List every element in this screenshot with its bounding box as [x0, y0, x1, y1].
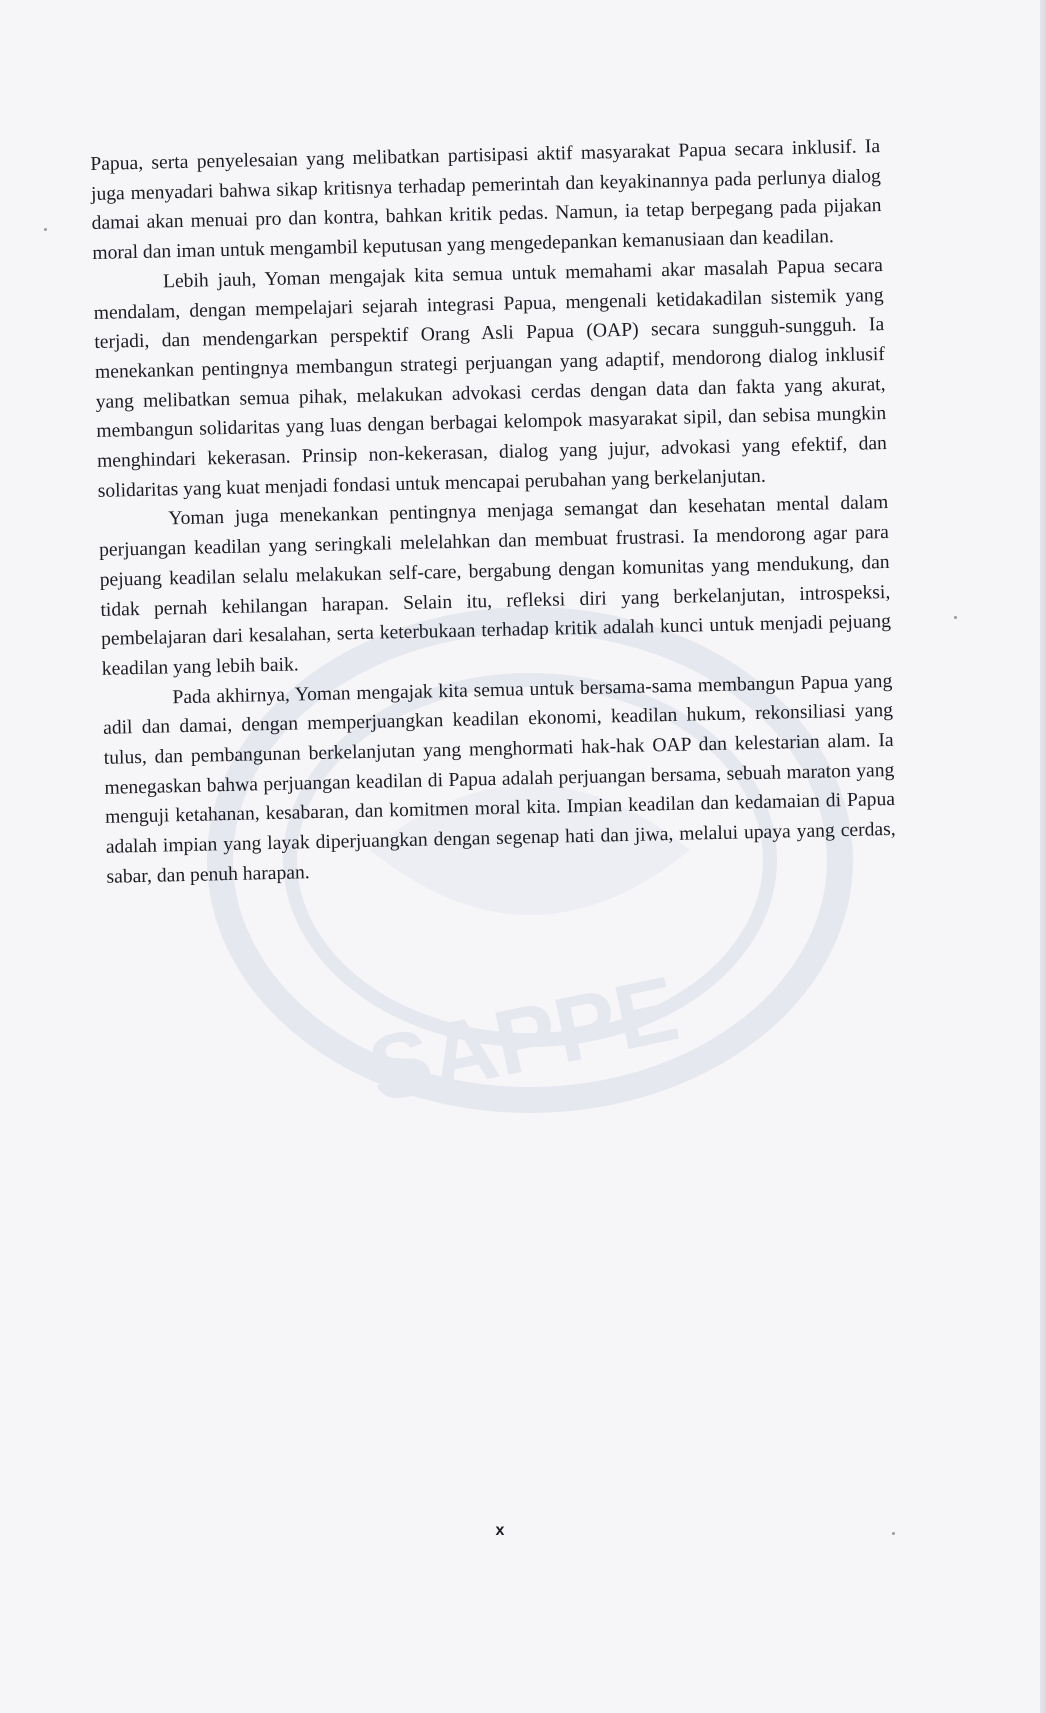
paragraph-1: Papua, serta penyelesaian yang melibatkan partisipasi aktif masyarakat Papua secara inklusif. Ia juga menyadari bahwa sikap kritisnya terhadap pemerintah dan keyakinannya pada perlunya dialog damai akan menuai pro dan kontra, bahkan kritik pedas. Namun, ia tetap berpegang pada pijakan moral dan iman untuk mengambil keputusan yang mengedepankan kemanusiaan dan keadilan.: [90, 136, 882, 265]
scan-speck: [954, 616, 957, 619]
scan-speck: [44, 228, 47, 231]
paragraph-3: Yoman juga menekankan pentingnya menjaga semangat dan kesehatan mental dalam perjuangan keadilan yang seringkali melelahkan dan membuat frustrasi. Ia mendorong agar para pejuang keadilan selalu melakukan self-care, bergabung dengan komunitas yang mendukung, dan tidak pernah kehilangan harapan. Selain itu, refleksi diri yang berkelanjutan, introspeksi, pembelajaran dari kesalahan, serta keterbukaan terhadap kritik adalah kunci untuk menjadi pejuang keadilan yang lebih baik.: [98, 492, 892, 680]
scan-speck: [892, 1532, 895, 1535]
watermark-text: SAPPE: [360, 957, 687, 1122]
page-number: x: [495, 1522, 505, 1539]
body-text: [90, 132, 897, 892]
paragraph-4: Pada akhirnya, Yoman mengajak kita semua untuk bersama-sama membangun Papua yang adil dan damai, dengan memperjuangkan keadilan ekonomi, keadilan hukum, rekonsiliasi yang tulus, dan pembangunan berkelanjutan yang menghormati hak-hak OAP dan kelestarian alam. Ia menegaskan bahwa perjuangan keadilan di Papua adalah perjuangan bersama, sebuah maraton yang menguji ketahanan, kesabaran, dan komitmen moral kita. Impian keadilan dan kedamaian di Papua adalah impian yang layak diperjuangkan dengan segenap hati dan jiwa, melalui upaya yang cerdas, sabar, dan penuh harapan.: [102, 670, 896, 888]
scan-edge: [1040, 0, 1046, 1713]
paragraph-2: Lebih jauh, Yoman mengajak kita semua untuk memahami akar masalah Papua secara mendalam, dengan mempelajari sejarah integrasi Papua, mengenali ketidakadilan sistemik yang terjadi, dan mendengarkan perspektif Orang Asli Papua (OAP) secara sungguh-sungguh. Ia menekankan pentingnya membangun strategi perjuangan yang adaptif, mendorong dialog inklusif yang melibatkan semua pihak, melakukan advokasi cerdas dengan data dan fakta yang akurat, membangun solidaritas yang luas dengan berbagai kelompok masyarakat sipil, dan sebisa mungkin menghindari kekerasan. Prinsip non-kekerasan, dialog yang jujur, advokasi yang efektif, dan solidaritas yang kuat menjadi fondasi untuk mencapai perubahan yang berkelanjutan.: [93, 254, 888, 502]
